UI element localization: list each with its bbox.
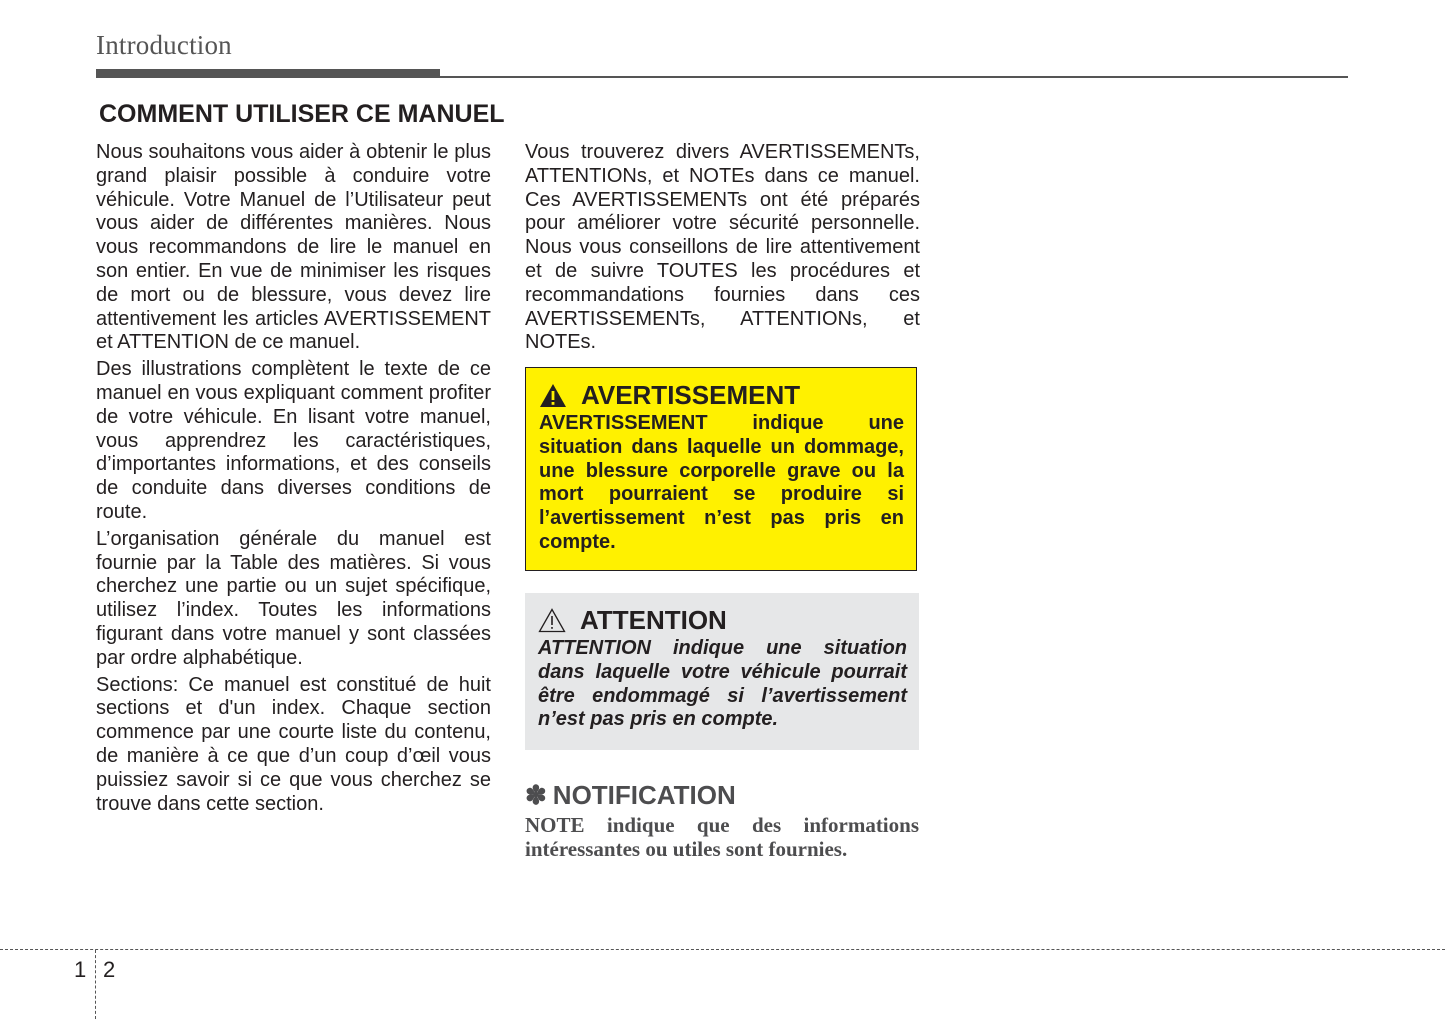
notification-body: NOTE indique que des informations intéressantes ou utiles sont fournies. — [525, 813, 919, 861]
warning-title-text: AVERTISSEMENT — [581, 380, 801, 410]
attention-title — [538, 605, 907, 635]
chapter-number: 1 — [74, 957, 87, 982]
notification-title — [525, 780, 736, 811]
page-title: COMMENT UTILISER CE MANUEL — [99, 100, 505, 128]
paragraph: Sections: Ce manuel est constitué de huit sections et d'un index. Chaque section commence par une courte liste du contenu, de manière à ce que d’un coup d’œil vous puissiez savoir si ce que vous cherchez se trouve dans cette section. — [96, 673, 491, 815]
page-number: 2 — [103, 957, 116, 982]
footer-divider — [95, 950, 96, 1019]
paragraph: Nous souhaitons vous aider à obtenir le plus grand plaisir possible à conduire votre véhicule. Votre Manuel de l’Utilisateur peut vous aider de différentes manières. Nous vous recommandons de lire le manuel en son entier. En vue de minimiser les risques de mort ou de blessure, vous devez lire attentivement les articles AVERTISSEMENT et ATTENTION de ce manuel. — [96, 141, 491, 354]
footer-rule — [0, 949, 1445, 950]
notification-title-text: NOTIFICATION — [552, 780, 736, 810]
attention-box — [525, 593, 919, 750]
header-rule-thick — [96, 69, 440, 78]
right-column — [525, 141, 920, 358]
section-header: Introduction — [96, 30, 232, 60]
header-rule-thin — [440, 76, 1348, 78]
left-column — [96, 141, 491, 819]
paragraph: Vous trouverez divers AVERTISSEMENTs, ATTENTIONs, et NOTEs dans ce manuel. Ces AVERTISSEMENTs ont été préparés pour améliorer votre sécurité personnelle. Nous vous conseillons de lire attentivement et de suivre TOUTES les procédures et recommandations fournies dans ces AVERTISSEMENTs, ATTENTIONs, et NOTEs. — [525, 141, 920, 354]
paragraph: L’organisation générale du manuel est fournie par la Table des matières. Si vous cherchez une partie ou un sujet spécifique, utilisez l’index. Toutes les informations figurant dans votre manuel y sont classées par ordre alphabétique. — [96, 527, 491, 669]
warning-triangle-filled-icon — [539, 383, 567, 408]
warning-title — [539, 380, 904, 410]
attention-body: ATTENTION indique une situation dans laquelle votre véhicule pourrait être endommagé si l’avertissement n’est pas pris en compte. — [538, 637, 907, 731]
paragraph: Des illustrations complètent le texte de ce manuel en vous expliquant comment profiter de votre véhicule. En lisant votre manuel, vous apprendrez les caractéristiques, d’importantes informations, et des conseils de conduite dans diverses conditions de route. — [96, 358, 491, 523]
attention-title-text: ATTENTION — [580, 605, 727, 635]
warning-triangle-outline-icon — [538, 608, 566, 633]
warning-box — [525, 367, 917, 571]
asterisk-icon: ✽ — [525, 780, 547, 810]
warning-body: AVERTISSEMENT indique une situation dans laquelle un dommage, une blessure corporelle grave ou la mort pourraient se produire si l’avertissement n’est pas pris en compte. — [539, 412, 904, 553]
